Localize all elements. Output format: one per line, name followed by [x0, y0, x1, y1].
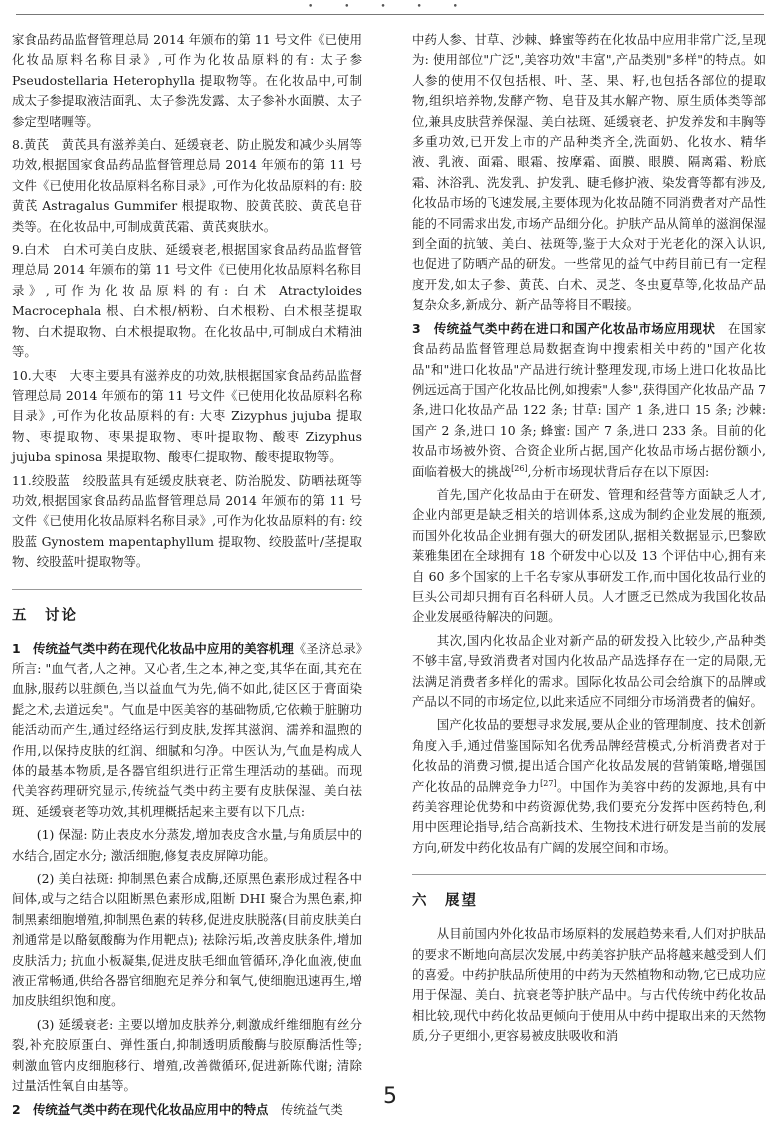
subsection-3-title: 3 传统益气类中药在进口和国产化妆品市场应用现状 — [412, 320, 716, 336]
subsection-3-paragraph — [412, 319, 766, 482]
section-heading-discussion: 五 讨论 — [12, 607, 78, 624]
subsection-3-tail: ,分析市场现状背后存在以下原因: — [527, 463, 710, 479]
section-divider-2 — [412, 874, 766, 875]
mechanism-moisturizing: (1) 保湿: 防止表皮水分蒸发,增加表皮含水量,与角质层中的水结合,固定水分; 激活细胞,修复表皮屏障功能。 — [12, 827, 362, 863]
paragraph-reason-first: 首先,国产化妆品由于在研发、管理和经营等方面缺乏人才,企业内部更是缺乏相关的培训体系,这成为制约企业发展的瓶颈,而国外化妆品企业拥有强大的研发团队,据相关数据显示,巴黎欧莱雅集团在全球拥有 18 个研发中心以及 13 个评估中心,拥有来自 60 多个国家的上千名专家从事研发工作,而中国化妆品行业的巨头公司却只拥有百名科研人员。人才匮乏已然成为我国化妆品企业发展亟待解决的问题。 — [412, 486, 766, 625]
left-column — [12, 30, 362, 1123]
subsection-1-paragraph — [12, 639, 362, 823]
subsection-1-title: 1 传统益气类中药在现代化妆品中应用的美容机理 — [12, 640, 294, 656]
subsection-2-lead: 传统益气类 — [280, 1101, 343, 1117]
paragraph-outlook: 从目前国内外化妆品市场原料的发展趋势来看,人们对护肤品的要求不断地向高层次发展,中药美容护肤产品将越来越受到人们的喜爱。中药护肤品所使用的中药为天然植物和动物,它已成功应用于保湿、美白、抗衰老等护肤产品中。与古代传统中药化妆品相比较,现代中药化妆品更倾向于使用从中药中提取出来的天然物质,分子更细小,更容易被皮肤吸收和消 — [412, 926, 766, 1044]
citation-26: [26] — [511, 463, 528, 473]
right-column — [412, 30, 766, 1050]
paragraph-jiaogulan: 11.绞股蓝 绞股蓝具有延缓皮肤衰老、防治脱发、防晒祛斑等功效,根据国家食品药品监督管理总局 2014 年颁布的第 11 号文件《已使用化妆品原料名称目录》,可作为化妆品原料的有: 绞股蓝 Gynostem mapentaphyllum 提取物、绞股蓝叶/茎提取物、绞股蓝叶提取物等。 — [12, 472, 362, 570]
header-rule — [16, 14, 764, 21]
paragraph-reason-second: 其次,国内化妆品企业对新产品的研发投入比较少,产品种类不够丰富,导致消费者对国内化妆品产品选择存在一定的局限,无法满足消费者多样化的需求。国际化妆品公司会给旗下的品牌或产品以不同的市场定位,以此来适应不同细分市场消费者的偏好。 — [412, 632, 766, 709]
citation-27: [27] — [540, 778, 557, 788]
section-heading-outlook: 六 展望 — [412, 893, 478, 910]
paragraph-features: 中药人参、甘草、沙棘、蜂蜜等药在化妆品中应用非常广泛,呈现为: 使用部位"广泛",美容功效"丰富",产品类别"多样"的特点。如人参的使用不仅包括根、叶、茎、果、籽,也包括各部位的提取物,组织培养物,发酵产物、皂苷及其水解产物、原生质体类等部位,兼具皮肤营养保湿、美白祛斑、延缓衰老、护发养发和丰胸等多重功效,已开发上市的产品种类齐全,洗面奶、化妆水、精华液、乳液、面霜、眼霜、按摩霜、面膜、眼膜、隔离霜、粉底霜、沐浴乳、洗发乳、护发乳、睫毛修护液、染发膏等都有涉及,化妆品市场的飞速发展,主要体现为化妆品随不同消费者对产品性能的不同需求出发,市场产品细分化。护肤产品从简单的滋润保湿到全面的抗皱、美白、祛斑等,鉴于大众对于光老化的深入认识,也促进了防晒产品的研发。一些常见的益气中药目前已有一定程度开发,如太子参、黄芪、白术、灵芝、冬虫夏草等,化妆品产品复杂众多,新成分、新产品等将目不暇接。 — [412, 32, 766, 313]
subsection-2-title: 2 传统益气类中药在现代化妆品应用中的特点 — [12, 1101, 269, 1117]
mechanism-whitening: (2) 美白祛斑: 抑制黑色素合成酶,还原黑色素形成过程各中间体,或与之结合以阻断黑色素形成,阻断 DHI 聚合为黑色素,抑制黑素细胞增殖,抑制黑色素的转移,促进皮肤脱落(目前皮肤美白剂通常是以酪氨酸酶为作用靶点); 祛除污垢,改善皮肤条件,增加皮肤活力; 抗血小板凝集,促进皮肤毛细血管循环,净化血液,使血液正常畅通,供给各器官细胞充足养分和氧气,使细胞迅速再生,增加皮肤组织饱和度。 — [12, 871, 362, 1009]
mechanism-antiaging: (3) 延缓衰老: 主要以增加皮肤养分,刺激成纤维细胞有丝分裂,补充胶原蛋白、弹性蛋白,抑制透明质酸酶与胶原酶活性等; 刺激血管内皮细胞移行、增殖,改善微循环,促进新陈代谢; 清除过量活性氧自由基等。 — [12, 1016, 362, 1094]
paragraph-dazao: 10.大枣 大枣主要具有滋养皮的功效,肤根据国家食品药品监督管理总局 2014 年颁布的第 11 号文件《已使用化妆品原料名称目录》,可作为化妆品原料的有: 大枣 Zizyphus jujuba 提取物、枣提取物、枣果提取物、枣叶提取物、酸枣 Zizyphus jujuba spinosa 果提取物、酸枣仁提取物、酸枣提取物等。 — [12, 367, 362, 465]
development-tail: 。中国作为美容中药的发源地,具有中药美容理论优势和中药资源优势,我们要充分发挥中医药特色,利用中医理论指导,结合高新技术、生物技术进行研发是当前的发展方向,研发中药化妆品有广阔的发展空间和市场。 — [412, 778, 766, 855]
paragraph-baizhu: 9.白术 白术可美白皮肤、延缓衰老,根据国家食品药品监督管理总局 2014 年颁布的第 11 号文件《已使用化妆品原料名称目录》,可作为化妆品原料的有: 白术 Atractyloides Macrocephala 根、白术根/柄粉、白术根粉、白术根茎提取物、白术提取物、白术根提取物。在化妆品中,可制成白术精油等。 — [12, 242, 362, 360]
header-dots: • • • • • — [308, 2, 472, 12]
section-divider — [12, 589, 362, 590]
paragraph-development — [412, 715, 766, 858]
paragraph-huangqi: 8.黄芪 黄芪具有滋养美白、延缓衰老、防止脱发和减少头屑等功效,根据国家食品药品监督管理总局 2014 年颁布的第 11 号文件《已使用化妆品原料名称目录》,可作为化妆品原料的有: 胶黄芪 Astragalus Gummifer 根提取物、胶黄芪胶、黄芪皂苷类等。在化妆品中,可制成黄芪霜、黄芪爽肤水。 — [12, 137, 362, 234]
page-number: 5 — [383, 1084, 397, 1109]
subsection-1-body: 《圣济总录》所言: "血气者,人之神。又心者,生之本,神之变,其华在面,其充在血脉,服药以驻颜色,当以益血气为先,倘不如此,徒区区于膏面染髭之术,去道远矣"。气血是中医美容的基础物质,它依赖于脏腑功能活动而产生,通过经络运行到皮肤,发挥其滋润、濡养和温煦的作用,以保持皮肤的红润、细腻和匀净。中医认为,气血是构成人体的最基本物质,是各器官组织进行正常生理活动的基础。而现代美容药理研究显示,传统益气类中药主要有皮肤保湿、美白祛斑、延缓衰老等功效,其机理概括起来主要有以下几点: — [12, 640, 362, 819]
paragraph-taizishen: 家食品药品监督管理总局 2014 年颁布的第 11 号文件《已使用化妆品原料名称目录》,可作为化妆品原料的有: 太子参 Pseudostellaria Heterophylla 提取物等。在化妆品中,可制成太子参提取液洁面乳、太子参洗发露、太子参补水面膜、太子参定型啫喱等。 — [12, 32, 362, 129]
development-body: 国产化妆品的要想寻求发展,要从企业的管理制度、技术创新角度入手,通过借鉴国际知名优秀品牌经营模式,分析消费者对于化妆品的消费习惯,提出适合国产化妆品发展的营销策略,增强国产化妆品的品牌竞争力 — [412, 717, 766, 794]
subsection-3-body: 在国家食品药品监督管理总局数据查询中搜索相关中药的"国产化妆品"和"进口化妆品"产品进行统计整理发现,市场上进口化妆品比例远远高于国产化妆品比例,如搜索"人参",获得国产化妆品产品 7 条,进口化妆品产品 122 条; 甘草: 国产 1 条,进口 15 条; 沙棘: 国产 2 条,进口 10 条; 蜂蜜: 国产 7 条,进口 233 条。目前的化妆品市场被外资、合资企业所占据,国产化妆品市场占据份额小,面临着极大的挑战 — [412, 320, 767, 479]
